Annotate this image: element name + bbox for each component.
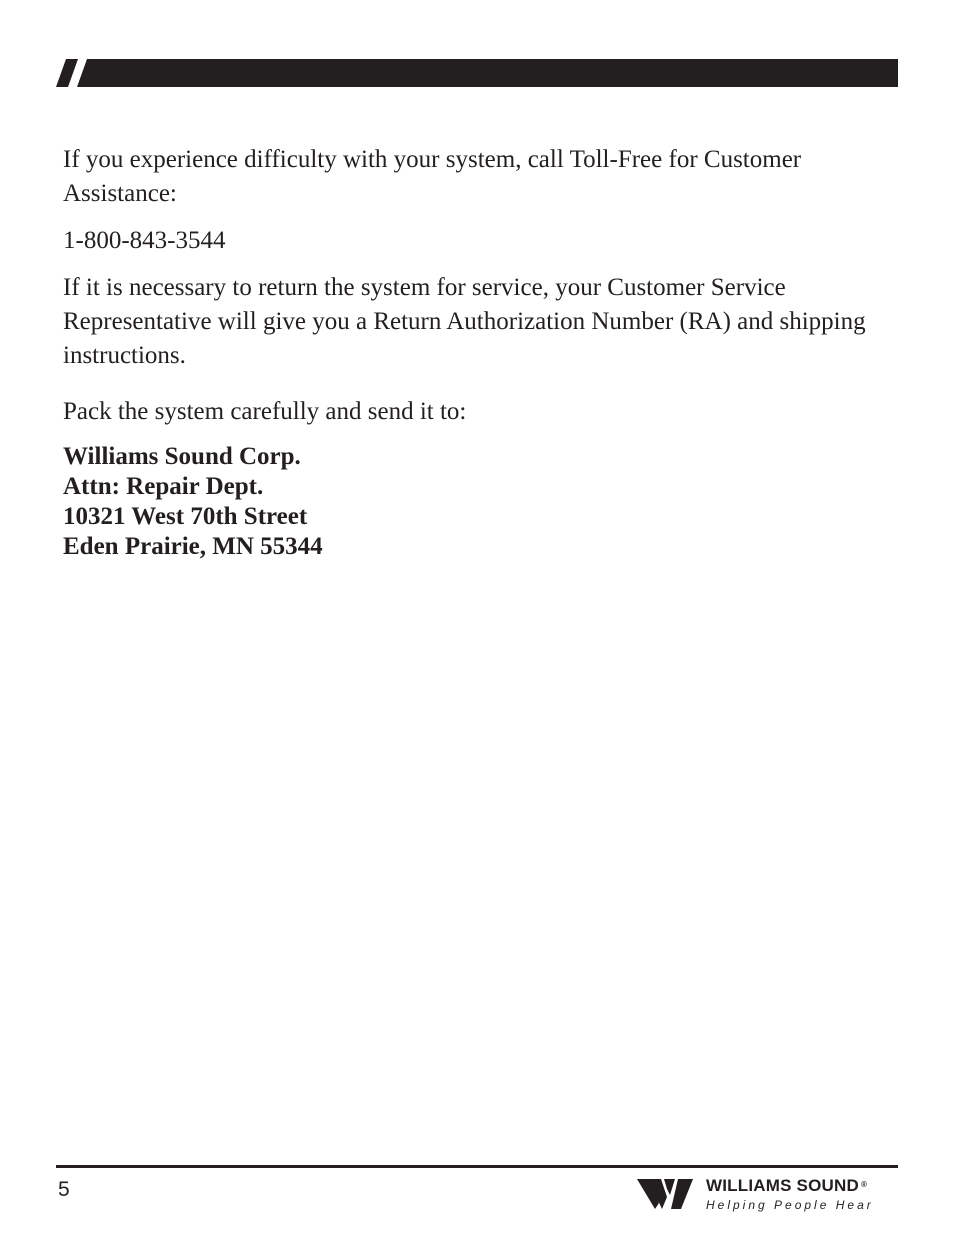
intro-paragraph: If you experience difficulty with your system, call Toll-Free for Customer Assistance: (63, 146, 802, 207)
williams-sound-logo (637, 1175, 897, 1215)
williams-sound-logo-mark-icon (637, 1177, 695, 1209)
footer-rule (56, 1165, 898, 1168)
return-paragraph: If it is necessary to return the system for service, your Customer Service Representative will give you a Return Authorization Number (RA) and shipping instructions. (63, 274, 866, 369)
address-line-city: Eden Prairie, MN 55344 (63, 533, 323, 560)
header-slash-bar-graphic (56, 59, 898, 87)
pack-instruction: Pack the system carefully and send it to: (63, 398, 467, 425)
logo-name (706, 1175, 867, 1197)
address-line-attention: Attn: Repair Dept. (63, 473, 264, 500)
logo-tagline: Helping People Hear (706, 1198, 874, 1212)
repair-address (63, 442, 893, 562)
page-number: 5 (58, 1178, 70, 1201)
address-line-company: Williams Sound Corp. (63, 443, 301, 470)
header-bar (56, 59, 898, 87)
address-line-street: 10321 West 70th Street (63, 503, 308, 530)
registered-mark: ® (860, 1180, 868, 1189)
phone-number: 1-800-843-3544 (63, 227, 226, 254)
page-content (63, 143, 893, 562)
logo-name-text: WILLIAMS SOUND (706, 1176, 859, 1195)
